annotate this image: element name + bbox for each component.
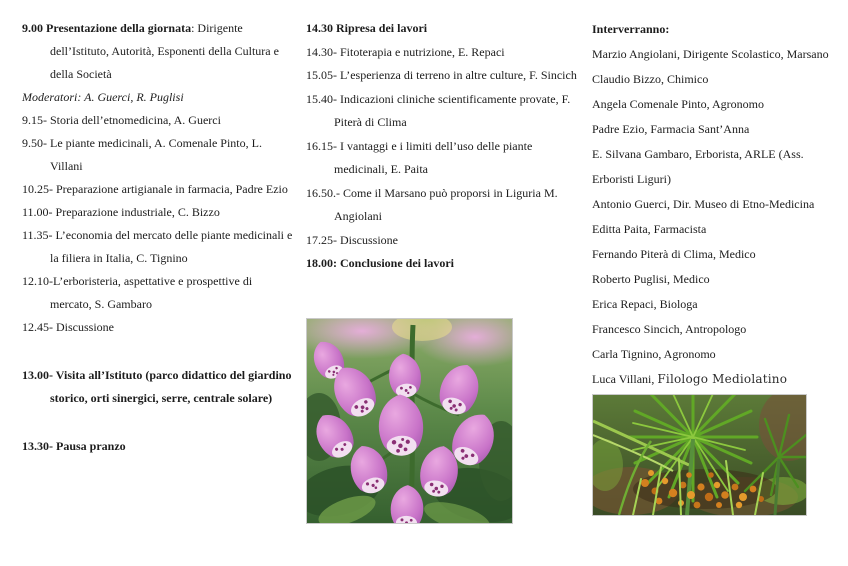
speaker-item: Erica Repaci, Biologa [592, 297, 698, 311]
session-item: 16.15- I vantaggi e i limiti dell’uso delle piante medicinali, E. Paita [306, 138, 533, 176]
session-item: 14.30- Fitoterapia e nutrizione, E. Repaci [306, 44, 505, 59]
lunch-entry: 13.30- Pausa pranzo [22, 439, 126, 453]
speakers-column [592, 17, 842, 392]
closing-entry: 18.00: Conclusione dei lavori [306, 256, 455, 270]
session-item: 12.10-L’erboristeria, aspettative e prospettive di mercato, S. Gambaro [22, 274, 253, 311]
speaker-item: Angela Comenale Pinto, Agronomo [592, 97, 764, 111]
speaker-item: Francesco Sincich, Antropologo [592, 322, 747, 336]
speaker-item: Marzio Angiolani, Dirigente Scolastico, Marsano [592, 47, 829, 61]
session-item: 17.25- Discussione [306, 232, 398, 247]
program-opening [22, 17, 294, 86]
visit-entry: 13.00- Visita all’Istituto (parco didattico del giardino storico, orti sinergici, serre, centrale solare) [22, 368, 292, 405]
speaker-item: Padre Ezio, Farmacia Sant’Anna [592, 122, 750, 136]
moderators-line: Moderatori: A. Guerci, R. Puglisi [22, 90, 184, 104]
speaker-item: Claudio Bizzo, Chimico [592, 72, 709, 86]
program-opening-time-title: 9.00 Presentazione della giornata [22, 21, 192, 35]
program-column-afternoon [306, 17, 578, 276]
session-item: 16.50.- Come il Marsano può proporsi in Liguria M. Angiolani [306, 185, 558, 223]
speaker-item: Roberto Puglisi, Medico [592, 272, 710, 286]
program-opening-detail: : Dirigente dell’Istituto, Autorità, Esponenti della Cultura e della Società [50, 21, 279, 81]
speaker-item-last [592, 367, 842, 392]
session-item: 11.35- L’economia del mercato delle piante medicinali e la filiera in Italia, C. Tignino [22, 228, 293, 265]
speaker-name: Luca Villani, [592, 372, 658, 386]
session-item: 11.00- Preparazione industriale, C. Bizzo [22, 205, 220, 219]
speaker-item: Editta Paita, Farmacista [592, 222, 707, 236]
session-item: 9.15- Storia dell’etnomedicina, A. Guerci [22, 113, 221, 127]
session-item: 12.45- Discussione [22, 320, 114, 334]
afternoon-header: 14.30 Ripresa dei lavori [306, 21, 428, 35]
speaker-item: Carla Tignino, Agronomo [592, 347, 716, 361]
speaker-item: Fernando Piterà di Clima, Medico [592, 247, 756, 261]
session-item: 15.40- Indicazioni cliniche scientificamente provate, F. Piterà di Clima [306, 91, 571, 129]
speaker-role-altfont: Filologo Mediolatino [657, 372, 788, 386]
program-column-morning [22, 17, 294, 458]
session-item: 10.25- Preparazione artigianale in farmacia, Padre Ezio [22, 182, 288, 196]
speakers-header: Interverranno: [592, 22, 670, 36]
speaker-item: Antonio Guerci, Dir. Museo di Etno-Medicina [592, 197, 815, 211]
session-item: 9.50- Le piante medicinali, A. Comenale Pinto, L. Villani [22, 136, 262, 173]
speaker-item: E. Silvana Gambaro, Erborista, ARLE (Ass. Erboristi Liguri) [592, 147, 804, 186]
saw-palmetto-photo [592, 394, 807, 516]
foxglove-photo [306, 318, 513, 524]
session-item: 15.05- L’esperienza di terreno in altre culture, F. Sincich [306, 68, 577, 82]
